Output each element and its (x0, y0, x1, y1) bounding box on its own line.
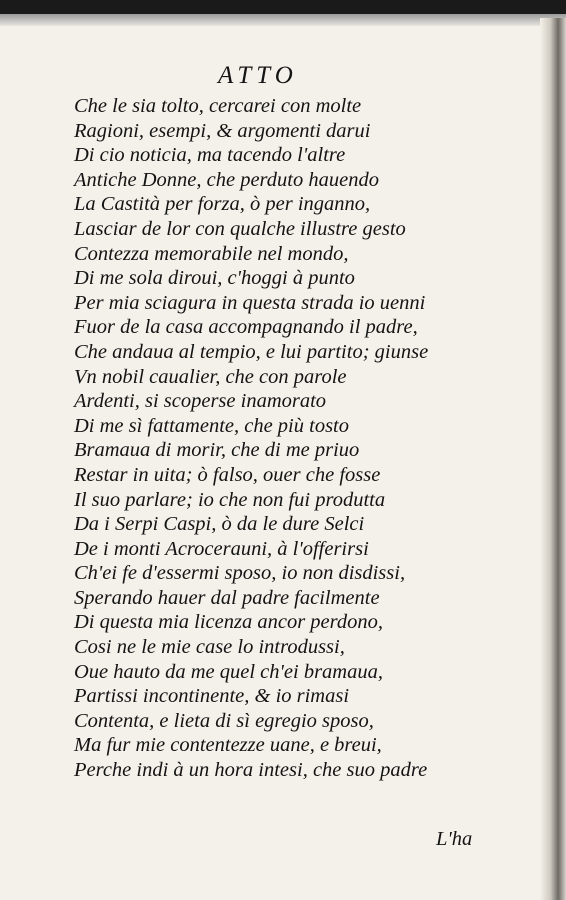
verse-line: Lasciar de lor con qualche illustre gesto (74, 217, 406, 240)
verse-line: Di me sì fattamente, che più tosto (74, 414, 349, 437)
book-gutter-edge (540, 18, 566, 900)
verse-line: Di cio noticia, ma tacendo l'altre (74, 144, 346, 167)
verse-line: Da i Serpi Caspi, ò da le dure Selci (74, 513, 365, 536)
verse-line: Per mia sciagura in questa strada io uenni (74, 291, 426, 314)
verse-line: Partissi incontinente, & io rimasi (74, 685, 350, 708)
verse-line: Fuor de la casa accompagnando il padre, (74, 316, 418, 339)
verse-line: Ardenti, si scoperse inamorato (74, 390, 327, 413)
verse-line: De i monti Acrocerauni, à l'offerirsi (74, 537, 369, 560)
verse-line: Che andaua al tempio, e lui partito; giunse (74, 340, 429, 363)
verse-line: Cosi ne le mie case lo introdussi, (74, 636, 345, 659)
verse-line: Il suo parlare; io che non fui produtta (74, 488, 386, 511)
book-page (0, 22, 540, 900)
verse-line: Ma fur mie contentezze uane, e breui, (74, 734, 382, 757)
verse-line: Sperando hauer dal padre facilmente (74, 586, 380, 609)
verse-line: Bramaua di morir, che di me priuo (74, 439, 360, 462)
verse-line: Ragioni, esempi, & argomenti darui (74, 119, 371, 142)
verse-line: Ch'ei fe d'essermi sposo, io non disdissi, (74, 562, 406, 585)
verse-line: Oue hauto da me quel ch'ei bramaua, (74, 660, 383, 683)
verse-line: Vn nobil caualier, che con parole (74, 365, 347, 388)
catchword: L'ha (436, 828, 473, 850)
verse-line: Di me sola diroui, c'hoggi à punto (74, 267, 355, 290)
verse-text (74, 94, 428, 783)
verse-line: Contezza memorabile nel mondo, (74, 242, 349, 265)
verse-line: La Castità per forza, ò per inganno, (74, 193, 371, 216)
verse-line: Contenta, e lieta di sì egregio sposo, (74, 709, 374, 732)
verse-line: Che le sia tolto, cercarei con molte (74, 95, 362, 117)
verse-line: Antiche Donne, che perduto hauendo (74, 168, 379, 191)
verse-line: Di questa mia licenza ancor perdono, (74, 611, 383, 634)
verse-line: Perche indi à un hora intesi, che suo padre (74, 759, 428, 782)
verse-line: Restar in uita; ò falso, ouer che fosse (74, 463, 381, 486)
running-head: ATTO (218, 62, 298, 89)
